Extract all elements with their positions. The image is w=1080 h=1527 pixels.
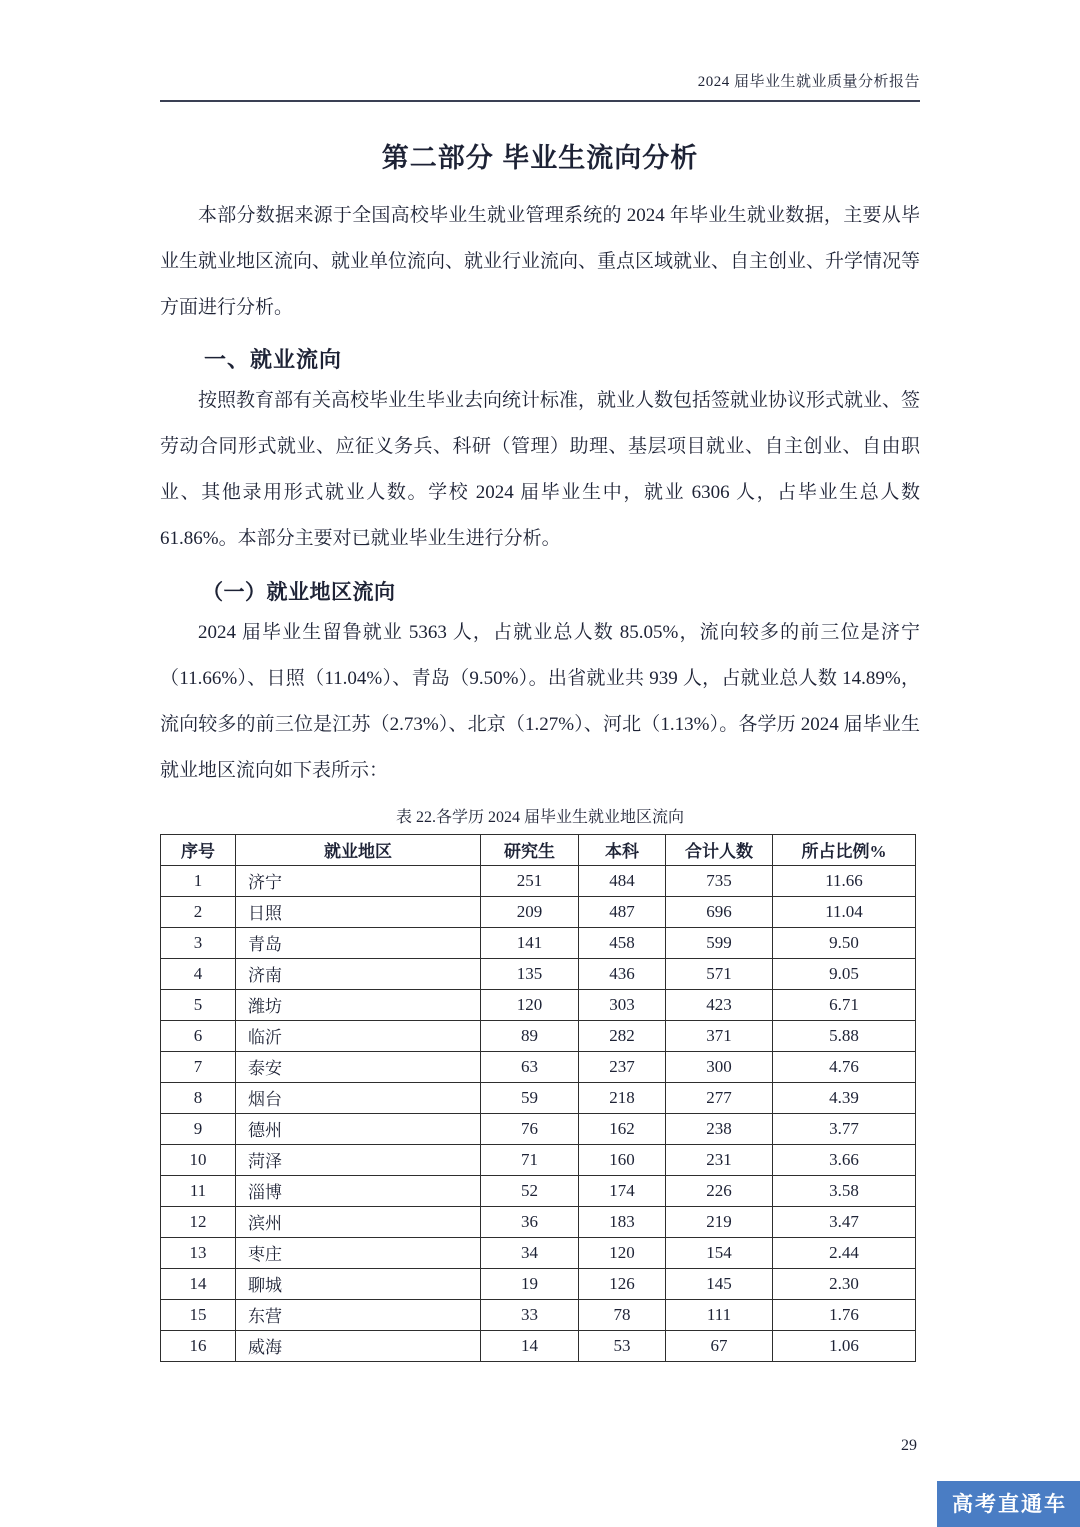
table-cell: 303 <box>579 989 666 1020</box>
table-row <box>161 958 916 989</box>
table-cell: 8 <box>161 1082 236 1113</box>
table-cell: 1 <box>161 865 236 896</box>
table-cell: 76 <box>481 1113 579 1144</box>
table-cell: 300 <box>666 1051 773 1082</box>
table-cell: 218 <box>579 1082 666 1113</box>
table-cell: 36 <box>481 1206 579 1237</box>
table-cell: 14 <box>481 1330 579 1361</box>
table-body <box>161 865 916 1361</box>
table-cell: 3 <box>161 927 236 958</box>
table-cell: 11 <box>161 1175 236 1206</box>
table-cell: 11.04 <box>773 896 916 927</box>
table-cell: 聊城 <box>236 1268 481 1299</box>
table-cell: 120 <box>579 1237 666 1268</box>
table-cell: 12 <box>161 1206 236 1237</box>
table-cell: 7 <box>161 1051 236 1082</box>
table-cell: 6 <box>161 1020 236 1051</box>
table-row <box>161 1268 916 1299</box>
table-row <box>161 1020 916 1051</box>
table-cell: 735 <box>666 865 773 896</box>
table-cell: 淄博 <box>236 1175 481 1206</box>
intro-paragraph: 本部分数据来源于全国高校毕业生就业管理系统的 2024 年毕业生就业数据，主要从毕业生就业地区流向、就业单位流向、就业行业流向、重点区域就业、自主创业、升学情况等方面进行分析。 <box>160 205 921 318</box>
table-row <box>161 1330 916 1361</box>
table-cell: 9 <box>161 1113 236 1144</box>
table-cell: 59 <box>481 1082 579 1113</box>
table-row <box>161 1144 916 1175</box>
table-cell: 154 <box>666 1237 773 1268</box>
heading-region-flow: （一）就业地区流向 <box>202 579 396 604</box>
table-header-cell: 本科 <box>579 834 666 865</box>
table-cell: 599 <box>666 927 773 958</box>
table-cell: 4 <box>161 958 236 989</box>
table-cell: 4.76 <box>773 1051 916 1082</box>
table-cell: 菏泽 <box>236 1144 481 1175</box>
table-cell: 东营 <box>236 1299 481 1330</box>
table-cell: 5.88 <box>773 1020 916 1051</box>
table-cell: 3.47 <box>773 1206 916 1237</box>
table-cell: 济宁 <box>236 865 481 896</box>
table-cell: 571 <box>666 958 773 989</box>
table-row <box>161 1299 916 1330</box>
table-cell: 潍坊 <box>236 989 481 1020</box>
table-cell: 3.77 <box>773 1113 916 1144</box>
table-cell: 烟台 <box>236 1082 481 1113</box>
table-cell: 2 <box>161 896 236 927</box>
table-cell: 16 <box>161 1330 236 1361</box>
region-flow-paragraph: 2024 届毕业生留鲁就业 5363 人，占就业总人数 85.05%，流向较多的前三位是济宁（11.66%）、日照（11.04%）、青岛（9.50%）。出省就业共 939 人，占就业总人数 14.89%，流向较多的前三位是江苏（2.73%）、北京（1.27%）、河北（1.13%）。各学历 2024 届毕业生就业地区流向如下表所示： <box>160 621 920 781</box>
table-cell: 10 <box>161 1144 236 1175</box>
table-cell: 2.30 <box>773 1268 916 1299</box>
table-cell: 日照 <box>236 896 481 927</box>
page-header <box>160 0 920 102</box>
table-cell: 174 <box>579 1175 666 1206</box>
table-cell: 111 <box>666 1299 773 1330</box>
table-cell: 威海 <box>236 1330 481 1361</box>
table-cell: 696 <box>666 896 773 927</box>
table-cell: 277 <box>666 1082 773 1113</box>
table-row <box>161 896 916 927</box>
table-row <box>161 1175 916 1206</box>
table-cell: 9.05 <box>773 958 916 989</box>
table-cell: 237 <box>579 1051 666 1082</box>
table-cell: 2.44 <box>773 1237 916 1268</box>
table-cell: 371 <box>666 1020 773 1051</box>
table-header-cell: 研究生 <box>481 834 579 865</box>
table-caption: 表 22.各学历 2024 届毕业生就业地区流向 <box>395 808 684 826</box>
table-cell: 枣庄 <box>236 1237 481 1268</box>
table-cell: 9.50 <box>773 927 916 958</box>
table-row <box>161 1082 916 1113</box>
page-content <box>160 0 920 1362</box>
region-table <box>160 834 916 1362</box>
table-cell: 458 <box>579 927 666 958</box>
header-title: 2024 届毕业生就业质量分析报告 <box>697 74 920 90</box>
table-cell: 226 <box>666 1175 773 1206</box>
table-cell: 青岛 <box>236 927 481 958</box>
table-cell: 436 <box>579 958 666 989</box>
table-cell: 3.66 <box>773 1144 916 1175</box>
table-cell: 53 <box>579 1330 666 1361</box>
table-cell: 209 <box>481 896 579 927</box>
table-row <box>161 1206 916 1237</box>
table-cell: 3.58 <box>773 1175 916 1206</box>
table-row <box>161 1113 916 1144</box>
table-row <box>161 927 916 958</box>
table-cell: 33 <box>481 1299 579 1330</box>
table-cell: 6.71 <box>773 989 916 1020</box>
table-cell: 126 <box>579 1268 666 1299</box>
table-row <box>161 1237 916 1268</box>
table-cell: 145 <box>666 1268 773 1299</box>
table-row <box>161 989 916 1020</box>
table-cell: 141 <box>481 927 579 958</box>
table-cell: 15 <box>161 1299 236 1330</box>
heading-employment-flow: 一、就业流向 <box>204 346 343 372</box>
table-cell: 71 <box>481 1144 579 1175</box>
table-cell: 219 <box>666 1206 773 1237</box>
table-header-cell: 所占比例% <box>773 834 916 865</box>
table-cell: 13 <box>161 1237 236 1268</box>
table-cell: 临沂 <box>236 1020 481 1051</box>
table-cell: 泰安 <box>236 1051 481 1082</box>
table-cell: 1.76 <box>773 1299 916 1330</box>
table-row <box>161 865 916 896</box>
table-cell: 滨州 <box>236 1206 481 1237</box>
table-cell: 63 <box>481 1051 579 1082</box>
table-cell: 183 <box>579 1206 666 1237</box>
table-header-cell: 序号 <box>161 834 236 865</box>
table-cell: 162 <box>579 1113 666 1144</box>
table-cell: 34 <box>481 1237 579 1268</box>
table-header-row <box>161 834 916 865</box>
table-cell: 282 <box>579 1020 666 1051</box>
page-number: 29 <box>901 1437 917 1454</box>
table-row <box>161 1051 916 1082</box>
table-cell: 14 <box>161 1268 236 1299</box>
table-cell: 160 <box>579 1144 666 1175</box>
table-cell: 251 <box>481 865 579 896</box>
table-cell: 89 <box>481 1020 579 1051</box>
watermark-badge: 高考直通车 <box>937 1481 1080 1527</box>
table-cell: 423 <box>666 989 773 1020</box>
table-cell: 120 <box>481 989 579 1020</box>
table-cell: 19 <box>481 1268 579 1299</box>
table-cell: 78 <box>579 1299 666 1330</box>
table-cell: 67 <box>666 1330 773 1361</box>
table-cell: 231 <box>666 1144 773 1175</box>
table-cell: 德州 <box>236 1113 481 1144</box>
employment-flow-paragraph: 按照教育部有关高校毕业生毕业去向统计标准，就业人数包括签就业协议形式就业、签劳动合同形式就业、应征义务兵、科研（管理）助理、基层项目就业、自主创业、自由职业、其他录用形式就业人数。学校 2024 届毕业生中，就业 6306 人，占毕业生总人数 61.86%。本部分主要对已就业毕业生进行分析。 <box>160 389 921 549</box>
table-cell: 11.66 <box>773 865 916 896</box>
table-cell: 135 <box>481 958 579 989</box>
table-header-cell: 合计人数 <box>666 834 773 865</box>
table-cell: 487 <box>579 896 666 927</box>
table-cell: 484 <box>579 865 666 896</box>
section-title: 第二部分 毕业生流向分析 <box>381 143 699 173</box>
table-cell: 5 <box>161 989 236 1020</box>
table-cell: 52 <box>481 1175 579 1206</box>
table-cell: 238 <box>666 1113 773 1144</box>
table-header-cell: 就业地区 <box>236 834 481 865</box>
table-cell: 4.39 <box>773 1082 916 1113</box>
table-cell: 1.06 <box>773 1330 916 1361</box>
table-cell: 济南 <box>236 958 481 989</box>
